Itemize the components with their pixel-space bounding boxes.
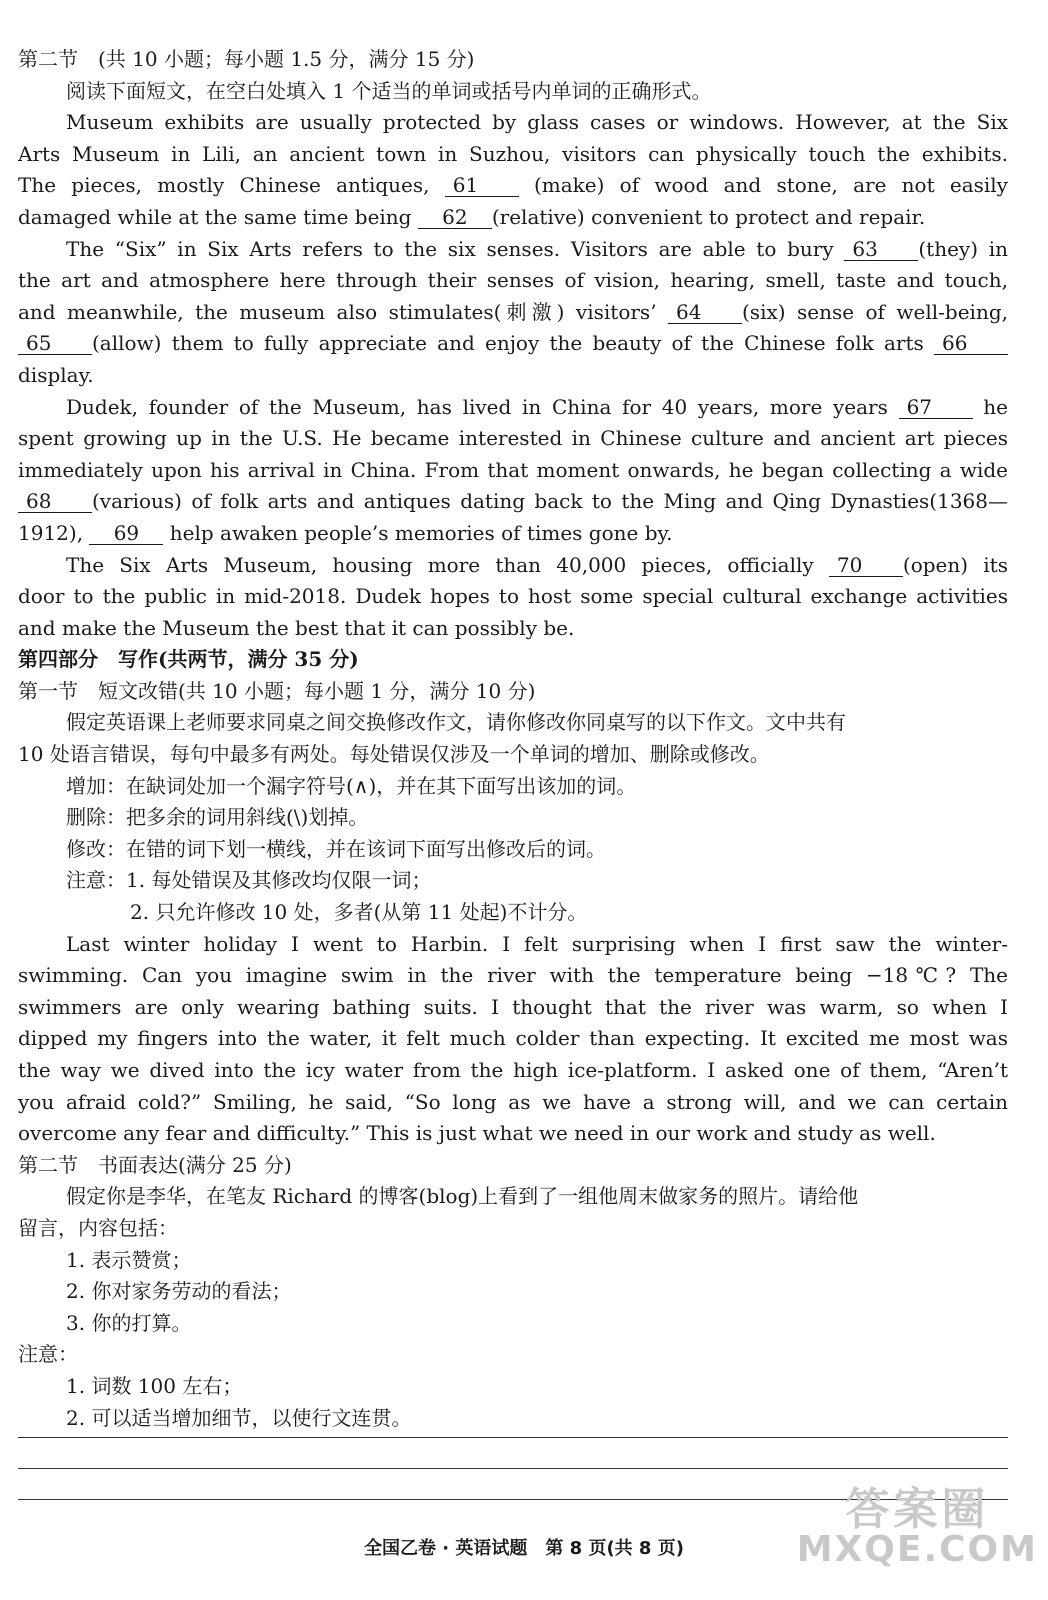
- answer-line-1: [18, 1437, 1008, 1438]
- section2-heading: 第二节 (共 10 小题；每小题 1.5 分，满分 15 分): [18, 47, 475, 71]
- passage-line: and make the Museum the best that it can possibly be.: [18, 615, 575, 640]
- page-footer: 全国乙卷 · 英语试题 第 8 页(共 8 页): [364, 1538, 684, 1559]
- instruction-delete: 删除：把多余的词用斜线(\)划掉。: [66, 805, 369, 830]
- writing-item-1: 1. 表示赞赏；: [66, 1247, 192, 1272]
- watermark-url: MXQE.COM: [796, 1529, 1038, 1570]
- writing-line: 留言，内容包括：: [18, 1215, 178, 1240]
- watermark-logo: [796, 1484, 1038, 1570]
- part4-heading: 第四部分 写作(共两节，满分 35 分): [18, 647, 359, 672]
- passage-line: The pieces, mostly Chinese antiques, 61 (make) of wood and stone, are not easily: [18, 173, 1008, 198]
- answer-line-2: [18, 1468, 1008, 1469]
- passage-line: overcome any fear and difficulty.” This is just what we need in our work and study as well.: [18, 1121, 936, 1146]
- instruction-note-2: 2. 只允许修改 10 处，多者(从第 11 处起)不计分。: [130, 900, 588, 925]
- passage-line: the art and atmosphere here through their senses of vision, hearing, smell, taste and touch,: [18, 268, 1008, 293]
- passage-line: swimmers are only wearing bathing suits. I thought that the river was warm, so when I: [18, 994, 1008, 1019]
- writing-item-3: 3. 你的打算。: [66, 1310, 192, 1335]
- section2-instruction: 阅读下面短文，在空白处填入 1 个适当的单词或括号内单词的正确形式。: [66, 78, 712, 103]
- instruction-note-1: 注意：1. 每处错误及其修改均仅限一词；: [66, 868, 432, 893]
- passage-line: Museum exhibits are usually protected by glass cases or windows. However, at the Six: [66, 110, 1008, 135]
- writing-note-label: 注意：: [18, 1342, 78, 1367]
- blank-65: 65: [18, 332, 92, 355]
- passage-line: spent growing up in the U.S. He became interested in Chinese culture and ancient art pieces: [18, 426, 1008, 451]
- blank-69: 69: [89, 522, 163, 545]
- writing-task: [18, 1181, 1008, 1434]
- passage-line: Dudek, founder of the Museum, has lived in China for 40 years, more years 67 he: [66, 394, 1008, 419]
- passage-line: you afraid cold?” Smiling, he said, “So long as we have a strong will, and we can certain: [18, 1089, 1008, 1114]
- passage-line: dipped my fingers into the water, it felt much colder than expecting. It excited me most was: [18, 1026, 1008, 1051]
- passage-line: damaged while at the same time being 62 (relative) convenient to protect and repair.: [18, 204, 926, 229]
- correction-instructions: [18, 707, 1008, 928]
- part4-section1-heading: 第一节 短文改错(共 10 小题；每小题 1 分，满分 10 分): [18, 678, 536, 703]
- writing-note-2: 2. 可以适当增加细节，以使行文连贯。: [66, 1405, 412, 1430]
- blank-62: 62: [418, 206, 492, 229]
- passage-line: and meanwhile, the museum also stimulates(刺激) visitors’ 64 (six) sense of well-being,: [18, 299, 1008, 324]
- passage-line: 65 (allow) them to fully appreciate and enjoy the beauty of the Chinese folk arts 66 display.: [18, 328, 1008, 391]
- passage-line: The “Six” in Six Arts refers to the six senses. Visitors are able to bury 63 (they) in: [66, 236, 1009, 261]
- instruction-modify: 修改：在错的词下划一横线，并在该词下面写出修改后的词。: [66, 836, 606, 861]
- passage-line: 1912), 69 help awaken people’s memories of times gone by.: [18, 520, 673, 545]
- writing-note-1: 1. 词数 100 左右；: [66, 1373, 243, 1398]
- writing-line: 假定你是李华，在笔友 Richard 的博客(blog)上看到了一组他周末做家务的照片。请给他: [66, 1184, 859, 1209]
- passage-line: Arts Museum in Lili, an ancient town in Suzhou, visitors can physically touch the exhibits.: [18, 141, 1008, 166]
- passage-line: door to the public in mid-2018. Dudek hopes to host some special cultural exchange activities: [18, 584, 1008, 609]
- watermark-text: 答案圈: [845, 1484, 990, 1535]
- instruction-add: 增加：在缺词处加一个漏字符号(∧)，并在其下面写出该加的词。: [66, 773, 637, 798]
- cloze-passage: [18, 107, 1008, 644]
- blank-64: 64: [668, 301, 742, 324]
- blank-61: 61: [445, 174, 519, 197]
- blank-63: 63: [844, 238, 918, 261]
- passage-line: swimming. Can you imagine swim in the river with the temperature being −18℃? The: [18, 963, 1008, 988]
- blank-66: 66: [934, 332, 1008, 355]
- blank-70: 70: [829, 554, 903, 577]
- passage-line: immediately upon his arrival in China. From that moment onwards, he began collecting a wide: [18, 457, 1008, 482]
- part4-section2-heading: 第二节 书面表达(满分 25 分): [18, 1152, 292, 1177]
- passage-line: Last winter holiday I went to Harbin. I felt surprising when I first saw the winter-: [66, 931, 1008, 956]
- blank-67: 67: [899, 396, 973, 419]
- writing-item-2: 2. 你对家务劳动的看法；: [66, 1279, 292, 1304]
- page-content: [18, 44, 1008, 1434]
- blank-68: 68: [18, 490, 92, 513]
- passage-line: 68 (various) of folk arts and antiques dating back to the Ming and Qing Dynasties(1368—: [18, 486, 1008, 518]
- passage-line: The Six Arts Museum, housing more than 40,000 pieces, officially 70 (open) its: [66, 552, 1008, 577]
- correction-passage: [18, 929, 1008, 1150]
- instruction-line: 假定英语课上老师要求同桌之间交换修改作文，请你修改你同桌写的以下作文。文中共有: [66, 710, 846, 735]
- passage-line: the way we dived into the icy water from the high ice-platform. I asked one of them, “Aren’t: [18, 1058, 1008, 1082]
- instruction-line: 10 处语言错误，每句中最多有两处。每处错误仅涉及一个单词的增加、删除或修改。: [18, 742, 770, 767]
